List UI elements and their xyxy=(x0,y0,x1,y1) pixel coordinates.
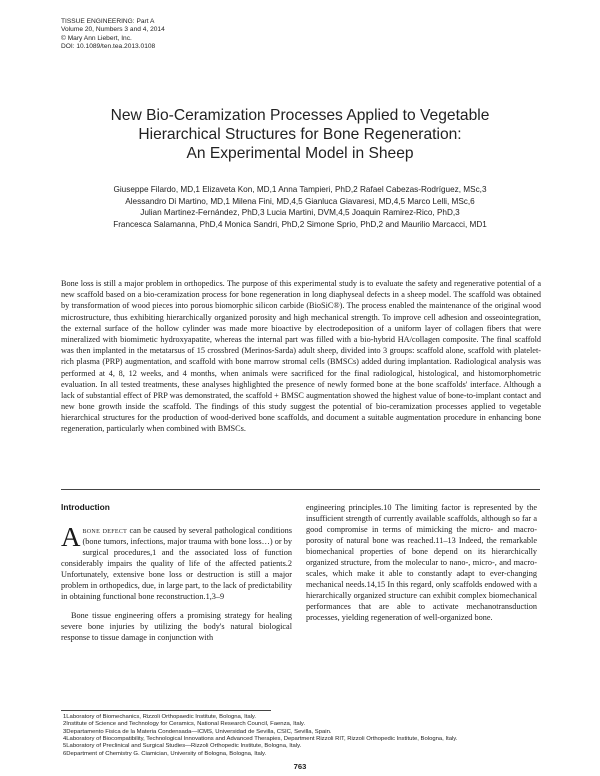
footnote-2: 2Institute of Science and Technology for Ceramics, National Research Council, Faenza, Italy. xyxy=(63,721,306,728)
right-column xyxy=(306,502,537,624)
footnote-6: 6Department of Chemistry G. Ciamician, University of Bologna, Bologna, Italy. xyxy=(63,750,267,757)
article-title xyxy=(40,106,560,163)
introduction-heading: Introduction xyxy=(61,502,110,512)
doi-line: DOI: 10.1089/ten.tea.2013.0108 xyxy=(61,43,156,51)
footnote-5: 5Laboratory of Preclinical and Surgical Studies—Rizzoli Orthopedic Institute, Bologna, Italy. xyxy=(63,743,302,750)
title-line-3: An Experimental Model in Sheep xyxy=(186,145,414,162)
journal-masthead xyxy=(61,18,361,52)
journal-name: TISSUE ENGINEERING: Part A xyxy=(61,18,155,25)
intro-paragraph-1-text: can be caused by several pathological conditions (bone tumors, infections, major trauma with bone loss…) or by surgical procedures,1 and the associated loss of function considerably impairs the quality of life of the affected patients.2 Unfortunately, extensive bone loss or destruction is still a major problem in orthopedics, due, in large part, to the lack of predictability in obtaining functional bone reconstruction.1,3–9 xyxy=(61,526,292,602)
intro-paragraph-3: engineering principles.10 The limiting factor is represented by the insufficient strength of currently available scaffolds, although so far a good compromise in terms of mimicking the micro- and macro-porosity of natural bone was reached.11–13 Indeed, the remarkable biomechanical properties of bone depend on its hierarchically organized structure, from the molecular to nano-, micro-, and macro-scales, which make it able to constantly adapt to ever-changing mechanical needs.14,15 In this regard, only scaffolds endowed with a hierarchically organized structure can exhibit complex biomechanical performances that are able to activate mechanotransduction processes, yielding regeneration of well-organized bone. xyxy=(306,503,537,623)
footnote-divider xyxy=(61,710,271,711)
left-column xyxy=(61,502,292,643)
footnote-4: 4Laboratory of Biocompatibility, Technological Innovations and Advanced Therapies, Department Rizzoli RIT, Rizzoli Orthopedic Institute, Bologna, Italy. xyxy=(63,736,458,743)
author-list xyxy=(60,184,540,230)
abstract-text: Bone loss is still a major problem in orthopedics. The purpose of this experimental study is to evaluate the safety and regenerative potential of a new scaffold based on a bio-ceramization process for bone regeneration in long diaphyseal defects in a sheep model. The scaffold was obtained by transformation of wood pieces into porous biomorphic silicon carbide (BioSiC®). The process enabled the maintenance of the original wood microstructure, thus exhibiting hierarchically organized porosity and high mechanical strength. To improve cell adhesion and osseointegration, the external surface of the hollow cylinder was made more bioactive by electrodeposition of a uniform layer of collagen fibers that were mineralized with biomimetic hydroxyapatite, whereas the internal part was filled with a bio-hybrid HA/collagen composite. The final scaffold was then implanted in the metatarsus of 15 crossbred (Merinos-Sarda) adult sheep, divided into 3 groups: scaffold alone, scaffold with platelet-rich plasma (PRP) augmentation, and scaffold with bone marrow stromal cells (BMSCs) added during implantation. Radiological analysis was performed at 4, 8, 12 weeks, and 4 months, when animals were sacrificed for the final radiological, histological, and histomorphometric evaluation. In all tested treatments, these analyses highlighted the presence of newly formed bone at the bone scaffolds' interface. Although a lack of substantial effect of PRP was demonstrated, the scaffold + BMSC augmentation showed the highest value of bone-to-implant contact and new bone growth inside the scaffold. The findings of this study suggest the potential of bio-ceramization processes applied to vegetable hierarchical structures for the production of wood-derived bone scaffolds, and document a suitable augmentation procedure in enhancing bone regeneration, particularly when combined with BMSCs. xyxy=(61,279,541,434)
copyright-line: © Mary Ann Liebert, Inc. xyxy=(61,34,132,42)
footnote-3: 3Departamento Fisica de la Materia Condensada—ICMS, Universidad de Sevilla, CSIC, Sevilla, Spain. xyxy=(63,728,332,735)
author-line-2: Alessandro Di Martino, MD,1 Milena Fini, MD,4,5 Gianluca Giavaresi, MD,4,5 Marco Lelli, MSc,6 xyxy=(125,196,475,206)
intro-paragraph-1 xyxy=(61,522,292,602)
volume-info: Volume 20, Numbers 3 and 4, 2014 xyxy=(61,26,165,34)
paragraph-gap xyxy=(61,602,292,610)
lead-smallcaps: bone defect xyxy=(82,526,128,535)
page-number: 763 xyxy=(293,762,307,771)
title-line-1: New Bio-Ceramization Processes Applied to Vegetable xyxy=(110,107,490,124)
footnote-1: 1Laboratory of Biomechanics, Rizzoli Orthopaedic Institute, Bologna, Italy. xyxy=(63,714,257,720)
author-line-1: Giuseppe Filardo, MD,1 Elizaveta Kon, MD,1 Anna Tampieri, PhD,2 Rafael Cabezas-Rodríguez, MSc,3 xyxy=(113,185,487,194)
intro-paragraph-2: Bone tissue engineering offers a promising strategy for healing severe bone injuries by utilizing the body's natural biological response to tissue damage in conjunction with xyxy=(61,611,292,643)
author-line-4: Francesca Salamanna, PhD,4 Monica Sandri, PhD,2 Simone Sprio, PhD,2 and Maurilio Marcacci, MD1 xyxy=(113,219,487,229)
drop-cap: A xyxy=(61,522,81,552)
title-line-2: Hierarchical Structures for Bone Regeneration: xyxy=(138,126,462,143)
affiliation-footnotes xyxy=(61,714,541,758)
author-line-3: Julian Martinez-Fernández, PhD,3 Lucia Martini, DVM,4,5 Joaquin Ramirez-Rico, PhD,3 xyxy=(140,208,460,218)
abstract-divider xyxy=(61,489,540,490)
